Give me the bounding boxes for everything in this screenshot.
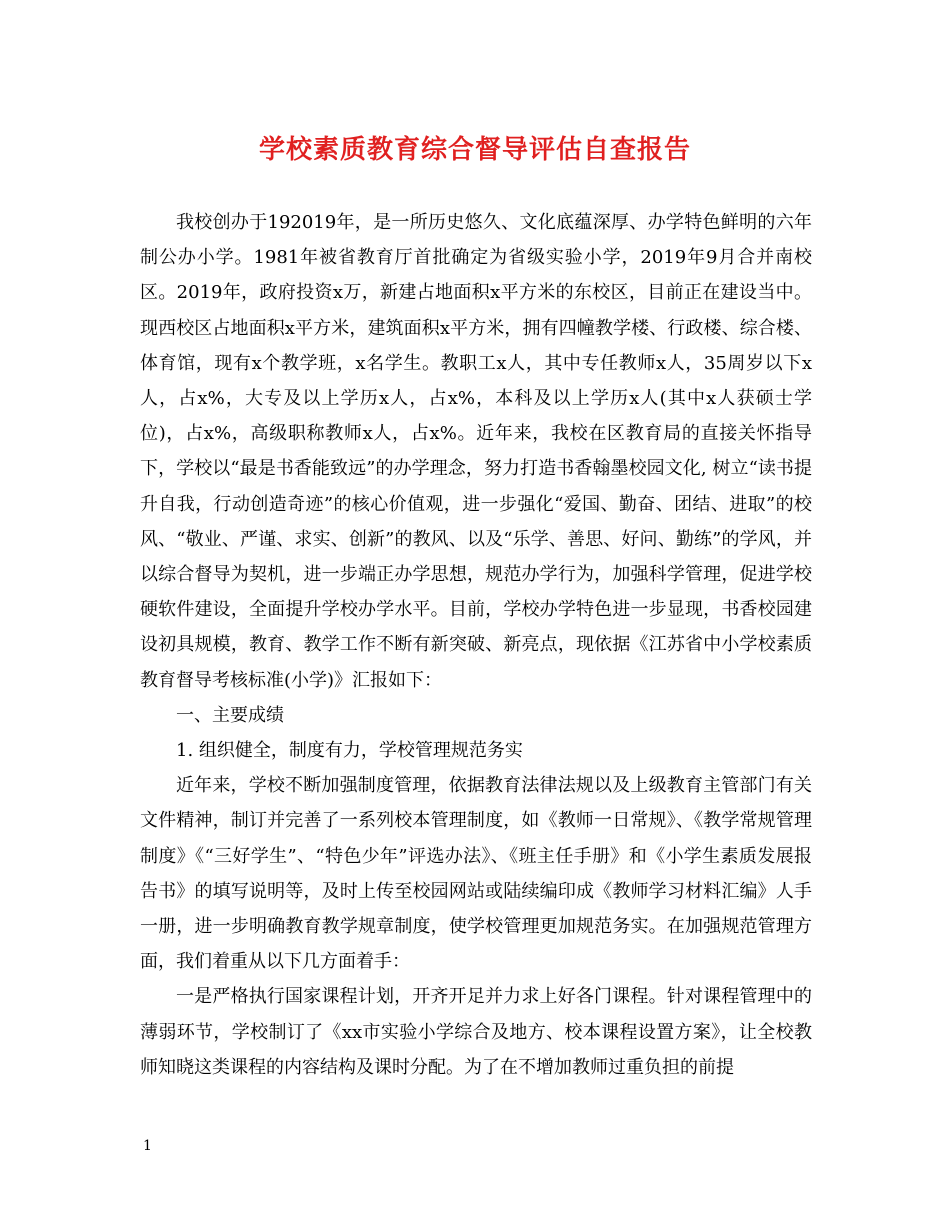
intro-paragraph: 我校创办于192019年，是一所历史悠久、文化底蕴深厚、办学特色鲜明的六年制公办小学。1981年被省教育厅首批确定为省级实验小学，2019年9月合并南校区。2019年，政府投资x万，新建占地面积x平方米的东校区，目前正在建设当中。现西校区占地面积x平方米，建筑面积x平方米，拥有四幢教学楼、行政楼、综合楼、体育馆，现有x个教学班，x名学生。教职工x人，其中专任教师x人，35周岁以下x人，占x%，大专及以上学历x人，占x%，本科及以上学历x人(其中x人获硕士学位)，占x%，高级职称教师x人，占x%。近年来，我校在区教育局的直接关怀指导下，学校以“最是书香能致远”的办学理念，努力打造书香翰墨校园文化, 树立“读书提升自我，行动创造奇迹”的核心价值观，进一步强化“爱国、勤奋、团结、进取”的校风、“敬业、严谨、求实、创新”的教风、以及“乐学、善思、好问、勤练”的学风，并以综合督导为契机，进一步端正办学思想，规范办学行为，加强科学管理，促进学校硬软件建设，全面提升学校办学水平。目前，学校办学特色进一步显现，书香校园建设初具规模，教育、教学工作不断有新突破、新亮点，现依据《江苏省中小学校素质教育督导考核标准(小学)》汇报如下： bbox=[140, 212, 812, 691]
curriculum-paragraph: 一是严格执行国家课程计划，开齐开足并力求上好各门课程。针对课程管理中的薄弱环节，学校制订了《xx市实验小学综合及地方、校本课程设置方案》，让全校教师知晓这类课程的内容结构及课时分配。为了在不增加教师过重负担的前提 bbox=[140, 986, 812, 1078]
management-paragraph: 近年来，学校不断加强制度管理，依据教育法律法规以及上级教育主管部门有关文件精神，制订并完善了一系列校本管理制度，如《教师一日常规》、《教学常规管理制度》《“三好学生”、“特色少年”评选办法》、《班主任手册》和《小学生素质发展报告书》的填写说明等，及时上传至校园网站或陆续编印成《教师学习材料汇编》人手一册，进一步明确教育教学规章制度，使学校管理更加规范务实。在加强规范管理方面，我们着重从以下几方面着手： bbox=[140, 775, 812, 973]
document-title: 学校素质教育综合督导评估自查报告 bbox=[258, 135, 691, 165]
subsection-heading: 1. 组织健全，制度有力，学校管理规范务实 bbox=[176, 740, 523, 762]
section-heading: 一、主要成绩 bbox=[176, 704, 284, 726]
page-number: 1 bbox=[143, 1138, 152, 1154]
document-body bbox=[140, 205, 812, 1085]
